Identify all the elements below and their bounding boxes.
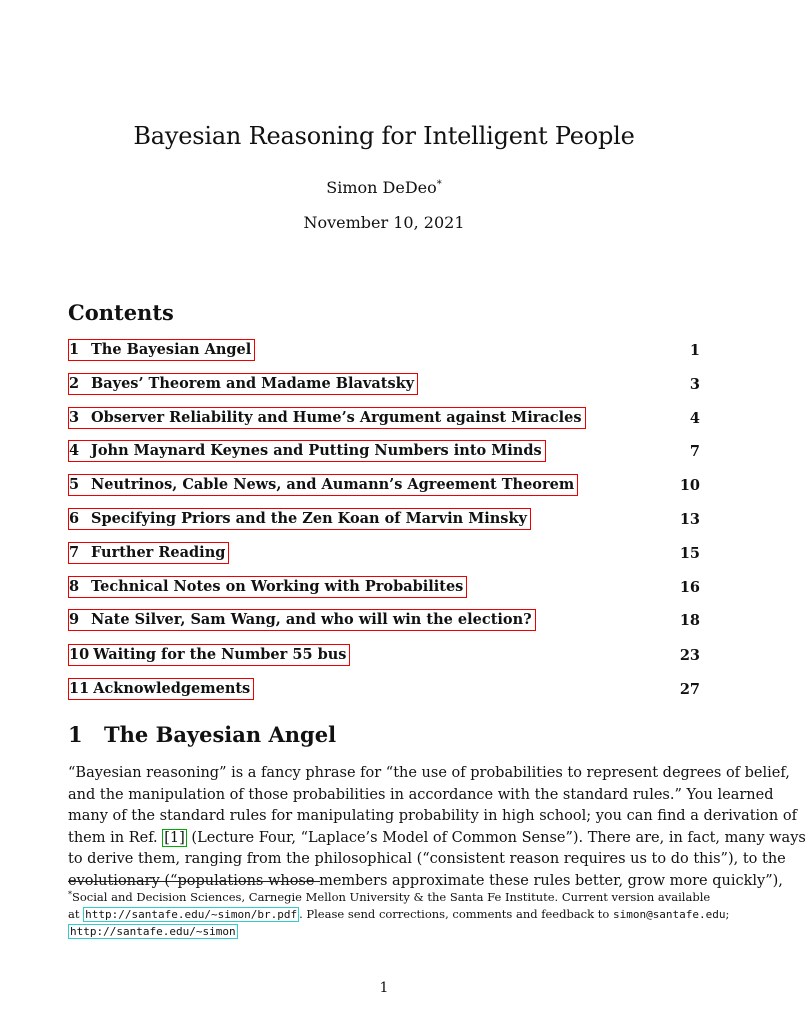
toc-label: Bayes’ Theorem and Madame Blavatsky [91,375,415,392]
toc-label: John Maynard Keynes and Putting Numbers into Minds [91,442,542,459]
toc-entry [68,372,700,396]
toc-label: Waiting for the Number 55 bus [93,646,347,663]
toc-link[interactable] [68,678,254,700]
toc-label: Acknowledgements [93,680,251,697]
paragraph-text: (Lecture Four, “Laplace’s Model of Common Sense”). There are, in fact, many ways [191,829,806,846]
toc-entry [68,643,700,667]
toc-page-number: 7 [689,442,700,460]
toc-page-number: 18 [679,611,700,629]
footnote-line [68,886,711,906]
toc-label: Observer Reliability and Hume’s Argument against Miracles [91,409,582,426]
toc-link[interactable] [68,508,531,530]
toc-page-number: 13 [679,510,700,528]
email-address: simon@santafe.edu [612,908,726,921]
toc-page-number: 23 [679,646,700,664]
contents-heading: Contents [68,300,174,325]
toc-link[interactable] [68,576,467,598]
toc-page-number: 15 [679,544,700,562]
toc-page-number: 3 [689,375,700,393]
toc-page-number: 27 [679,680,700,698]
paragraph-line: “Bayesian reasoning” is a fancy phrase for “the use of probabilities to represent degrees of belief, [68,765,790,781]
toc-entry [68,575,700,599]
body-paragraph [68,763,806,892]
toc-link[interactable] [68,373,418,395]
citation-link[interactable]: [1] [164,829,185,846]
paragraph-line: and the manipulation of those probabilities in accordance with the standard rules.” You learned [68,786,774,803]
homepage-url-link[interactable]: http://santafe.edu/~simon [70,925,236,938]
author-footnote-mark: * [436,179,442,190]
footnote-text: . Please send corrections, comments and feedback to [299,907,610,921]
footnote-text: ; [725,907,730,921]
footnote-text: at [68,907,80,921]
toc-link[interactable] [68,474,578,496]
toc-entry [68,439,700,463]
toc-number: 11 [69,680,90,697]
toc-number: 6 [69,510,80,527]
toc-link[interactable] [68,609,536,631]
toc-number: 8 [69,578,80,595]
paragraph-text: them in Ref. [68,829,158,846]
section-number: 1 [68,722,83,747]
toc-number: 2 [69,375,80,392]
toc-entry [68,608,700,632]
toc-number: 9 [69,611,80,628]
toc-number: 10 [69,646,90,663]
paragraph-line [68,828,806,850]
author-line [0,178,768,197]
footnote-mark: * [68,890,72,899]
toc-label: Further Reading [91,544,226,561]
paper-title: Bayesian Reasoning for Intelligent People [133,122,635,150]
toc-entry [68,677,700,701]
toc-page-number: 10 [679,476,700,494]
section-heading [68,722,336,747]
toc-number: 5 [69,476,80,493]
toc-entry [68,473,700,497]
toc-page-number: 16 [679,578,700,596]
toc-link[interactable] [68,440,546,462]
toc-number: 1 [69,341,80,358]
toc-entry [68,406,700,430]
toc-page-number: 4 [689,409,700,427]
toc-link[interactable] [68,407,586,429]
toc-label: Nate Silver, Sam Wang, and who will win the election? [91,611,532,628]
toc-label: The Bayesian Angel [91,341,252,358]
toc-entry [68,338,700,362]
toc-link[interactable] [68,644,350,666]
toc-link[interactable] [68,339,255,361]
footnote-line [68,906,730,923]
footnote-line [68,923,700,940]
footnote-divider [68,881,320,882]
toc-number: 7 [69,544,80,561]
paragraph-line: to derive them, ranging from the philosophical (“consistent reason requires us to do this”), to the [68,851,786,867]
paragraph-line: many of the standard rules for manipulating probability in high school; you can find a derivation of [68,808,797,824]
toc-number: 4 [69,442,80,459]
section-title: The Bayesian Angel [104,722,337,747]
paper-date: November 10, 2021 [303,213,465,232]
footnote [68,886,730,940]
paragraph-line: evolutionary (“populations whose members approximate these rules better, grow more quickly”), [68,872,783,889]
page-number: 1 [379,980,389,996]
toc-label: Technical Notes on Working with Probabilites [91,578,464,595]
pdf-url-link[interactable]: http://santafe.edu/~simon/br.pdf [85,908,298,921]
toc-label: Neutrinos, Cable News, and Aumann’s Agreement Theorem [91,476,575,493]
author-name: Simon DeDeo [326,178,437,197]
toc-entry [68,507,700,531]
toc-link[interactable] [68,542,229,564]
toc-number: 3 [69,409,80,426]
toc-entry [68,541,700,565]
footnote-text: Social and Decision Sciences, Carnegie Mellon University & the Santa Fe Institute. Current version available [72,890,711,904]
toc-label: Specifying Priors and the Zen Koan of Marvin Minsky [91,510,527,527]
toc-page-number: 1 [689,341,700,359]
